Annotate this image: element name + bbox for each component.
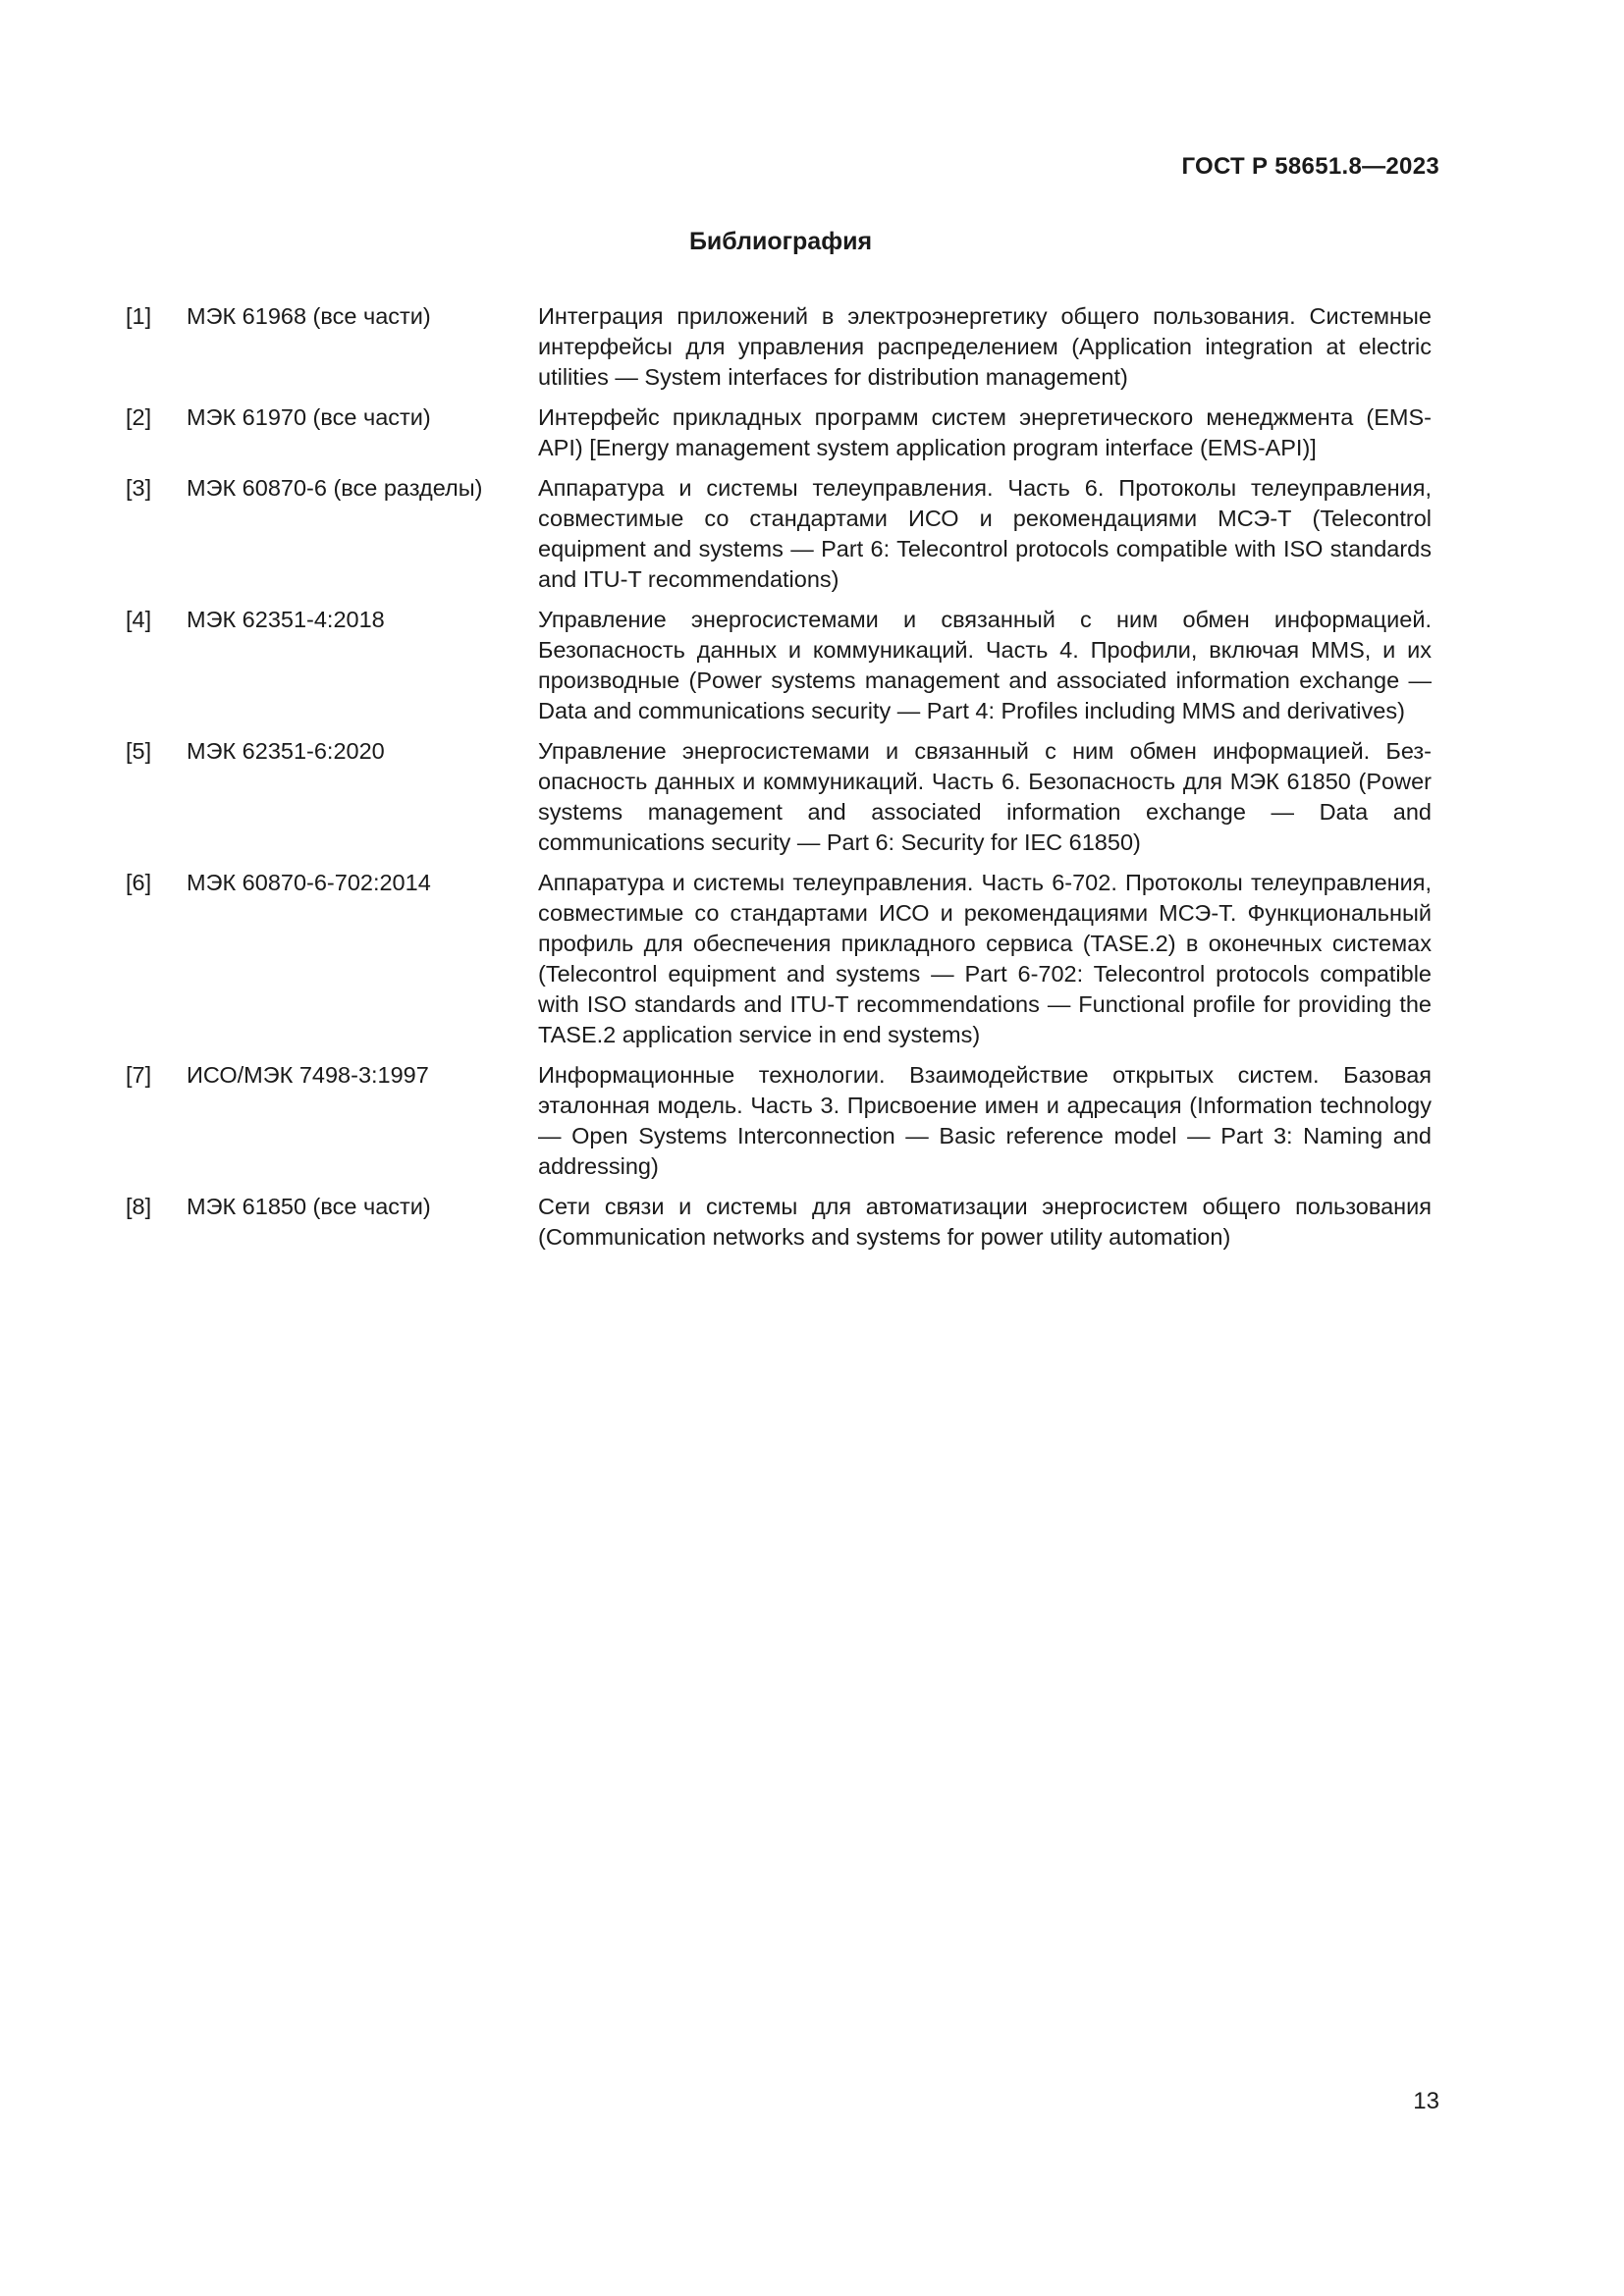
entry-number: [1]: [126, 303, 152, 329]
entry-description: Управление энергосистемами и связанный с ним обмен информацией. Безопасность данных и коммуникаций. Часть 4. Профили, включая MMS, и их производные (Power systems management and associated information exchange — Data and communications security — Part 4: Profiles including MMS and derivatives): [538, 607, 1432, 723]
bibliography-entry: [126, 605, 1432, 726]
entry-description: Интеграция приложений в электроэнергетику общего пользования. Системные интерфейсы для управления распределением (Application integration at electric utilities — System interfaces for distribution management): [538, 303, 1432, 390]
entry-description: Сети связи и системы для автоматизации энергосистем общего пользования (Communication networks and systems for power utility automation): [538, 1194, 1432, 1250]
bibliography-entry: [126, 868, 1432, 1050]
entry-number: [7]: [126, 1062, 152, 1088]
entry-description: Аппаратура и системы телеуправления. Часть 6. Протоколы телеуправления, совместимые со стандартами ИСО и рекомендациями МСЭ-Т (Telecontrol equipment and systems — Part 6: Telecontrol protocols compatible with ISO standards and ITU-T recommendations): [538, 475, 1432, 592]
entry-standard: МЭК 60870-6 (все разделы): [187, 475, 483, 501]
entry-standard: МЭК 61850 (все части): [187, 1194, 431, 1219]
bibliography-list: [126, 301, 1432, 1262]
bibliography-entry: [126, 402, 1432, 463]
entry-standard: МЭК 61970 (все части): [187, 404, 431, 430]
entry-standard: МЭК 62351-6:2020: [187, 738, 385, 764]
entry-number: [2]: [126, 404, 152, 430]
bibliography-entry: [126, 1060, 1432, 1182]
entry-number: [4]: [126, 607, 152, 632]
bibliography-entry: [126, 736, 1432, 858]
entry-description: Интерфейс прикладных программ систем энергетического менеджмента (EMS-API) [Energy management system application program interface (EMS-API)]: [538, 404, 1432, 460]
entry-number: [3]: [126, 475, 152, 501]
entry-description: Информационные технологии. Взаимодействие открытых систем. Базовая эталонная модель. Часть 3. Присвоение имен и адресация (Information technology — Open Systems Interconnection — Basic reference model — Part 3: Naming and addressing): [538, 1062, 1432, 1179]
document-standard-id: ГОСТ Р 58651.8—2023: [1181, 153, 1439, 180]
bibliography-entry: [126, 473, 1432, 595]
page-number: 13: [1413, 2088, 1439, 2114]
entry-standard: МЭК 62351-4:2018: [187, 607, 385, 632]
entry-number: [5]: [126, 738, 152, 764]
entry-description: Аппаратура и системы телеуправления. Часть 6-702. Протоколы телеуправления, совместимые со стандартами ИСО и рекомендациями МСЭ-Т. Функциональный профиль для обеспечения прикладного сервиса (TASE.2) в оконечных системах (Telecontrol equipment and systems — Part 6-702: Telecontrol protocols compatible with ISO standards and ITU-T recommendations — Functional profile for providing the TASE.2 application service in end systems): [538, 870, 1432, 1047]
entry-number: [6]: [126, 870, 152, 895]
entry-standard: МЭК 60870-6-702:2014: [187, 870, 431, 895]
bibliography-entry: [126, 1192, 1432, 1253]
entry-number: [8]: [126, 1194, 152, 1219]
entry-description: Управление энергосистемами и связанный с ним обмен информацией. Безопасность данных и коммуникаций. Часть 6. Безопасность для МЭК 61850 (Power systems management and associated information exchange — Data and communications security — Part 6: Security for IEC 61850): [538, 738, 1432, 855]
bibliography-entry: [126, 301, 1432, 393]
page-title: Библиография: [688, 228, 873, 255]
entry-standard: МЭК 61968 (все части): [187, 303, 431, 329]
entry-standard: ИСО/МЭК 7498-3:1997: [187, 1062, 429, 1088]
